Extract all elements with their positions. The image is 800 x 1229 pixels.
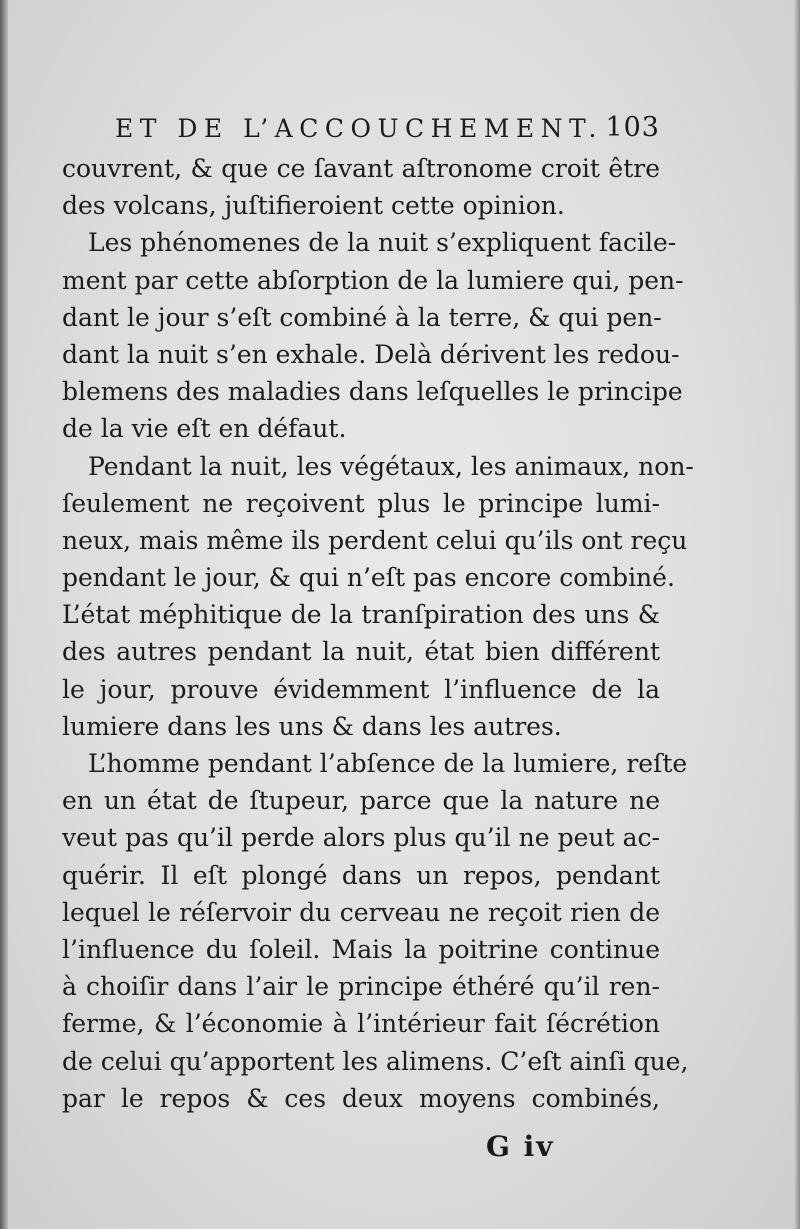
running-title: ET DE L’ACCOUCHEMENT.	[115, 114, 603, 143]
text-line: Pendant la nuit, les végétaux, les animaux, non-	[88, 451, 694, 481]
text-line: dant la nuit s’en exhale. Delà dérivent les redou-	[62, 339, 680, 369]
text-line: neux, mais même ils perdent celui qu’ils ont reçu	[62, 525, 688, 555]
text-line: dant le jour s’eſt combiné à la terre, & qui pen-	[62, 302, 662, 332]
text-line: Les phénomenes de la nuit s’expliquent facile-	[88, 228, 677, 258]
text-line: des autres pendant la nuit, état bien différent	[62, 637, 660, 667]
text-line: blemens des maladies dans leſquelles le principe	[62, 377, 683, 407]
text-line: veut pas qu’il perde alors plus qu’il ne peut ac-	[62, 823, 660, 853]
text-line: ſeulement ne reçoivent plus le principe lumi-	[62, 488, 660, 518]
text-line: L’homme pendant l’abſence de la lumiere, reſte	[88, 749, 688, 778]
text-line: par le repos & ces deux moyens combinés,	[62, 1083, 660, 1113]
page-header	[115, 108, 660, 148]
text-line: L’état méphitique de la tranſpiration des uns &	[62, 600, 660, 630]
text-line: pendant le jour, & qui n’eſt pas encore combiné.	[62, 563, 675, 593]
text-line: de celui qu’apportent les alimens. C’eſt ainſi que,	[62, 1046, 689, 1076]
text-line: ment par cette abſorption de la lumiere qui, pen-	[62, 265, 684, 295]
text-line: quérir. Il eſt plongé dans un repos, pendant	[62, 860, 660, 890]
text-line: ferme, & l’économie à l’intérieur fait ſécrétion	[62, 1009, 660, 1039]
page-number: 103	[605, 112, 660, 143]
body-text	[62, 150, 694, 1117]
text-line: lumiere dans les uns & dans les autres.	[62, 711, 562, 741]
page-right-edge	[794, 0, 800, 1229]
text-line: en un état de ſtupeur, parce que la nature ne	[62, 786, 660, 816]
text-line: de la vie eſt en défaut.	[62, 414, 347, 444]
signature-mark: G iv	[486, 1130, 555, 1163]
text-line: à choiſir dans l’air le principe éthéré qu’il ren-	[62, 972, 660, 1002]
text-line: lequel le réſervoir du cerveau ne reçoit rien de	[62, 897, 660, 927]
text-line: couvrent, & que ce ſavant aſtronome croit être	[62, 154, 660, 183]
page-left-edge	[0, 0, 8, 1229]
text-line: le jour, prouve évidemment l’influence de la	[62, 674, 660, 704]
text-line: des volcans, juſtifieroient cette opinion.	[62, 191, 565, 221]
text-line: l’influence du ſoleil. Mais la poitrine continue	[62, 934, 660, 964]
